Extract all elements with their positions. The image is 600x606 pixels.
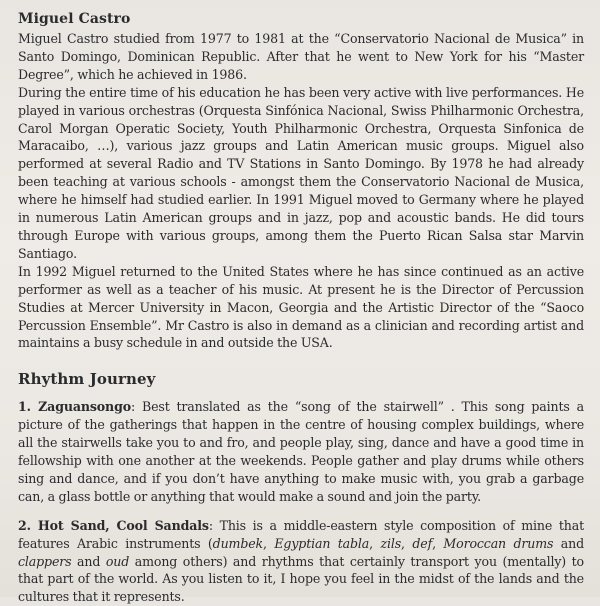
sep-4: , <box>432 535 444 551</box>
bio-section <box>18 8 584 352</box>
track-description-2 <box>18 517 584 606</box>
bio-paragraph-1: Miguel Castro studied from 1977 to 1981 at the “Conservatorio Nacional de Musica” in Santo Domingo, Dominican Republic. After that he went to New York for his “Master Degree”, which he achieved in 1986. <box>18 31 584 82</box>
instrument-oud: oud <box>105 553 130 569</box>
bio-paragraph-3: In 1992 Miguel returned to the United States where he has since continued as an active performer as well as a teacher of his music. At present he is the Director of Percussion Studies at Mercer University in Macon, Georgia and the Artistic Director of the “Saoco Percussion Ensemble”. Mr Castro is also in demand as a clinician and recording artist and maintains a busy schedule in and outside the USA. <box>18 263 584 351</box>
sep-1: , <box>263 535 275 551</box>
track-title-1: 1. Zaguansongo <box>18 399 131 415</box>
sep-5: and <box>553 535 584 551</box>
instrument-dumbek: dumbek <box>212 535 264 551</box>
track-title-2: 2. Hot Sand, Cool Sandals <box>18 517 209 533</box>
track-text-2b: among others) and rhythms that certainly transport you (mentally) to that part of the world. As you listen to it, I hope you feel in the midst of the lands and the cultures that it represents. <box>18 553 584 605</box>
rhythm-journey-section <box>18 368 584 606</box>
sep-3: , <box>401 535 413 551</box>
track-description-1 <box>18 398 584 505</box>
instrument-moroccan-drums: Moroccan drums <box>443 535 554 551</box>
bio-heading: Miguel Castro <box>18 11 131 27</box>
instrument-clappers: clappers <box>18 553 72 569</box>
sep-6: and <box>71 553 106 569</box>
rhythm-journey-heading: Rhythm Journey <box>18 370 156 389</box>
sep-2: , <box>369 535 381 551</box>
instrument-def: def <box>412 535 433 551</box>
instrument-egyptian-tabla: Egyptian tabla <box>274 535 370 551</box>
track-text-1: : Best translated as the “song of the stairwell” . This song paints a picture of the gatherings that happen in the centre of housing complex buildings, where all the stairwells take you to and fro, and people play, sing, dance and have a good time in fellowship with one another at the weekends. People gather and play drums while others sing and dance, and if you don’t have anything to make music with, you grab a garbage can, a glass bottle or anything that would make a sound and join the party. <box>18 399 584 504</box>
instrument-zils: zils <box>380 535 402 551</box>
bio-paragraph-2: During the entire time of his education he has been very active with live performances. He played in various orchestras (Orquesta Sinfónica Nacional, Swiss Philharmonic Orchestra, Carol Morgan Operatic Society, Youth Philharmonic Orchestra, Orquesta Sinfonica de Maracaibo, …), various jazz groups and Latin American music groups. Miguel also performed at several Radio and TV Stations in Santo Domingo. By 1978 he had already been teaching at various schools - amongst them the Conservatorio Nacional de Musica, where he himself had studied earlier. In 1991 Miguel moved to Germany where he played in numerous Latin American groups and in jazz, pop and acoustic bands. He did tours through Europe with various groups, among them the Puerto Rican Salsa star Marvin Santiago. <box>18 84 584 261</box>
track-text-2a: : This is a middle-eastern style composition of mine that features Arabic instruments ( <box>18 517 584 551</box>
